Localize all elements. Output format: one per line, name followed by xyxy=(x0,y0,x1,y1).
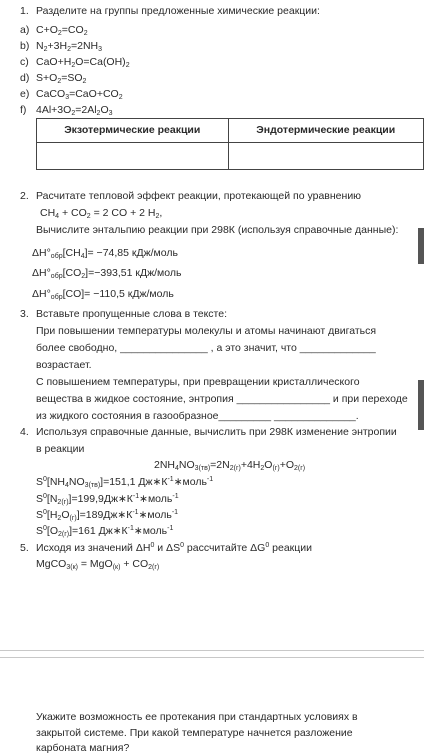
q1-item-e-label: e) xyxy=(20,88,30,100)
q3-title: Вставьте пропущенные слова в тексте: xyxy=(36,308,228,320)
q3-line-1: При повышении температуры молекулы и атомы начинают двигаться xyxy=(36,325,377,337)
q1-item-b-label: b) xyxy=(20,40,30,52)
exothermic-cell[interactable] xyxy=(37,143,229,170)
reaction-classification-table xyxy=(36,118,424,170)
q1-item-d: $S+O_2=SO_2$ xyxy=(36,72,87,85)
q4-data-h2o: $S^0[H_2O_{(г)}]=189Дж∗К^{-1}∗моль^{-1}$ xyxy=(36,509,179,522)
exothermic-header: Экзотермические реакции xyxy=(37,119,229,143)
scan-shadow xyxy=(418,228,424,264)
endothermic-cell[interactable] xyxy=(228,143,423,170)
q3-number: 3. xyxy=(20,308,29,320)
q2-line1: Расчитате тепловой эффект реакции, протекающей по уравнению xyxy=(36,190,362,202)
page-divider xyxy=(0,657,424,658)
q2-line2: Вычислите энтальпию реакции при 298К (используя справочные данные): xyxy=(36,224,399,236)
q1-item-f: $4Al+3O_2=2Al_2O_3$ xyxy=(36,104,113,117)
q5-number: 5. xyxy=(20,542,29,554)
q4-number: 4. xyxy=(20,426,29,438)
q4-data-o2: $S^0[O_{2(г)}]=161$ $Дж∗К^{-1}∗моль^{-1}$ xyxy=(36,525,174,538)
q1-item-f-label: f) xyxy=(20,104,27,116)
q1-item-a-label: a) xyxy=(20,24,30,36)
q4-data-n2: $S^0[N_{2(г)}]=199,9Дж∗К^{-1}∗моль^{-1}$ xyxy=(36,493,179,506)
q1-item-c: $CaO+H_2O=Ca(OH)_2$ xyxy=(36,56,130,69)
q1-item-c-label: c) xyxy=(20,56,29,68)
q1-item-a: $C+O_2=CO_2$ xyxy=(36,24,88,37)
page-divider xyxy=(0,650,424,651)
q2-data-co2: $\Delta H^\circ_{обр}[CO_2]=-393,51$ кДж/моль xyxy=(32,267,182,280)
q4-line2: в реакции xyxy=(36,443,85,455)
q3-line-3: возрастает. xyxy=(36,359,92,371)
scan-shadow xyxy=(418,380,424,430)
endothermic-header: Эндотермические реакции xyxy=(228,119,423,143)
q4-data-nh4no3: $S^0[NH_4NO_{3(тв)}]=151,1$ $Дж∗К^{-1}∗моль^{-1}$ xyxy=(36,476,214,489)
q4-line1: Используя справочные данные, вычислить при 298К изменение энтропии xyxy=(36,426,397,438)
q5-line1: Исходя из значений $\Delta H^0$ и $\Delta S^0$ рассчитайте $\Delta G^0$ реакции xyxy=(36,542,313,554)
q1-title: Разделите на группы предложенные химические реакции: xyxy=(36,5,320,17)
q5-equation: MgCO$_{3(к)}$ = $MgO_{(к)} + CO_{2(г)}$ xyxy=(36,558,160,571)
q2-equation: $CH_4 + CO_2 = 2$ CO + 2 $H_2$, xyxy=(40,207,163,220)
q2-data-co: $\Delta H^\circ_{обр}[CO]= -110,5$ кДж/моль xyxy=(32,288,174,301)
q1-item-b: $N_2+3H_2=2NH_3$ xyxy=(36,40,103,53)
q1-item-d-label: d) xyxy=(20,72,30,84)
footer-line-3: карбоната магния? xyxy=(36,742,130,754)
q4-equation: $2NH_4NO_{3(тв)}=2N_{2(г)}+4H_2O_{(г)}+O_{2(г)}$ xyxy=(154,459,306,472)
q2-data-ch4: $\Delta H^\circ_{обр}[CH_4]= -74,85$ кДж/моль xyxy=(32,247,178,260)
q1-item-e: $CaCO_3=CaO+CO_2$ xyxy=(36,88,123,101)
q2-number: 2. xyxy=(20,190,29,202)
q3-line-2: более свободно, _______________ , а это значит, что _____________ xyxy=(36,342,376,354)
q3-line-5: вещества в жидкое состояние, энтропия ________________ и при переходе xyxy=(36,393,408,405)
footer-line-1: Укажите возможность ее протекания при стандартных условиях в xyxy=(36,711,358,723)
q3-line-6: из жидкого состояния в газообразное_________ ______________. xyxy=(36,410,359,422)
q1-number: 1. xyxy=(20,5,29,17)
footer-line-2: закрытой системе. При какой температуре начнется разложение xyxy=(36,727,353,739)
q3-line-4: С повышением температуры, при превращении кристаллического xyxy=(36,376,360,388)
